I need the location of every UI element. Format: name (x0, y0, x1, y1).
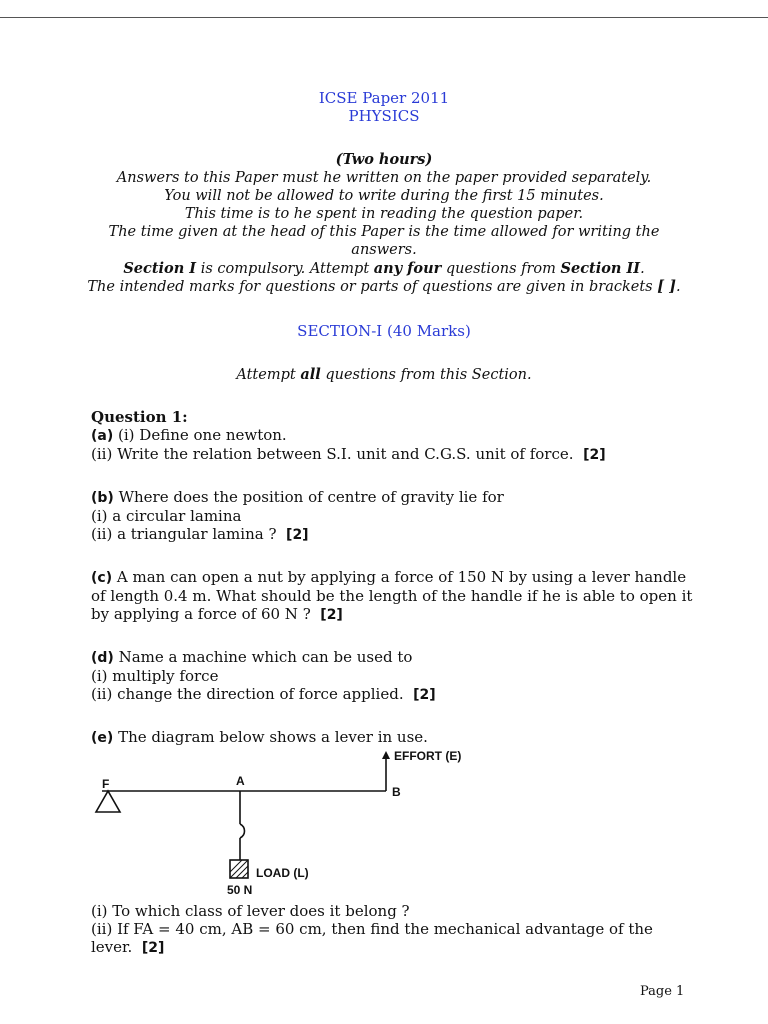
part-e-line-1 (91, 728, 691, 747)
part-a-label: (a) (91, 428, 114, 444)
part-e-line-3: (ii) If FA = 40 cm, AB = 60 cm, then find the mechanical advantage of the (91, 920, 653, 938)
part-e-label: (e) (91, 730, 114, 746)
part-b-text: (ii) a triangular lamina ? (91, 525, 277, 543)
part-c-line-1 (91, 568, 711, 587)
part-d-text: (ii) change the direction of force applied. (91, 685, 404, 703)
part-a-line-2 (91, 445, 691, 464)
part-a-text: (i) Define one newton. (113, 426, 287, 444)
part-b-line-3 (91, 525, 691, 544)
instruction-line-2: You will not be allowed to write during the first 15 minutes. (164, 188, 604, 204)
part-b-label: (b) (91, 490, 114, 506)
part-e-line-4 (91, 938, 711, 957)
load-weight-label: 50 N (227, 883, 253, 897)
page-number: Page 1 (640, 984, 685, 999)
paper-subject: PHYSICS (348, 107, 420, 125)
part-e-text: lever. (91, 938, 133, 956)
any-four-ref: any four (373, 260, 442, 277)
point-a-label: A (236, 774, 245, 788)
load-hatch (242, 872, 248, 878)
load-hatch (230, 860, 242, 872)
section-note-bold: all (300, 366, 321, 383)
part-c-text: A man can open a nut by applying a force of 150 N by using a lever handle (112, 568, 687, 586)
instruction-line-5 (0, 260, 768, 278)
paper-title: ICSE Paper 2011 (318, 89, 450, 107)
brackets-ref: [ ] (657, 278, 677, 295)
part-c-label: (c) (91, 570, 113, 586)
part-b-line-1 (91, 488, 691, 507)
instruction-line-3: This time is to he spent in reading the question paper. (184, 206, 584, 222)
part-b-marks: [2] (286, 527, 309, 543)
part-b-text: Where does the position of centre of gravity lie for (113, 488, 504, 506)
instruction-text: questions from (441, 261, 561, 277)
instruction-line-4a: The time given at the head of this Paper is the time allowed for writing the (108, 224, 660, 240)
effort-arrowhead (382, 751, 390, 759)
load-label: LOAD (L) (256, 866, 309, 880)
part-d (91, 648, 691, 704)
part-e-questions (91, 902, 711, 957)
instruction-text: The intended marks for questions or parts of questions are given in brackets (87, 279, 658, 295)
instruction-line-6 (0, 278, 768, 296)
part-b (91, 488, 691, 544)
effort-label: EFFORT (E) (394, 749, 462, 763)
section-two-ref: Section II (560, 260, 641, 277)
part-d-marks: [2] (413, 687, 436, 703)
part-a-marks: [2] (583, 447, 606, 463)
part-c-text: by applying a force of 60 N ? (91, 605, 311, 623)
section-title: SECTION-I (40 Marks) (297, 322, 471, 340)
duration: (Two hours) (335, 151, 433, 168)
part-d-line-1 (91, 648, 691, 667)
part-c (91, 568, 711, 624)
lever-diagram (80, 748, 500, 898)
question-1 (91, 408, 691, 464)
section-note-text: Attempt (236, 367, 301, 383)
part-e-marks: [2] (141, 940, 165, 956)
part-e-line-2: (i) To which class of lever does it belong ? (91, 902, 410, 920)
section-note (0, 366, 768, 384)
part-e-text: The diagram below shows a lever in use. (113, 728, 428, 746)
load-hook (240, 824, 245, 838)
section-note-text: questions from this Section. (320, 367, 532, 383)
part-d-line-3 (91, 685, 691, 704)
part-d-label: (d) (91, 650, 114, 666)
part-a-line-1 (91, 426, 691, 445)
part-c-line-3 (91, 605, 711, 624)
question-heading: Question 1: (91, 408, 188, 426)
top-rule (0, 17, 768, 18)
part-c-line-2: of length 0.4 m. What should be the length of the handle if he is able to open it (91, 587, 693, 605)
part-c-marks: [2] (320, 607, 343, 623)
load-hatch (236, 866, 248, 878)
point-b-label: B (392, 785, 401, 799)
instruction-text: is compulsory. Attempt (196, 261, 374, 277)
instruction-line-1: Answers to this Paper must he written on the paper provided separately. (116, 170, 652, 186)
fulcrum-label: F (102, 777, 110, 791)
instruction-text: . (640, 261, 645, 277)
section-one-ref: Section I (123, 260, 197, 277)
part-d-text: Name a machine which can be used to (113, 648, 413, 666)
part-e-intro (91, 728, 691, 747)
instruction-line-4b: answers. (351, 242, 417, 258)
part-d-line-2: (i) multiply force (91, 667, 219, 685)
part-a-text: (ii) Write the relation between S.I. unit and C.G.S. unit of force. (91, 445, 574, 463)
part-b-line-2: (i) a circular lamina (91, 507, 242, 525)
fulcrum-triangle (96, 791, 120, 812)
instruction-text: . (676, 279, 681, 295)
